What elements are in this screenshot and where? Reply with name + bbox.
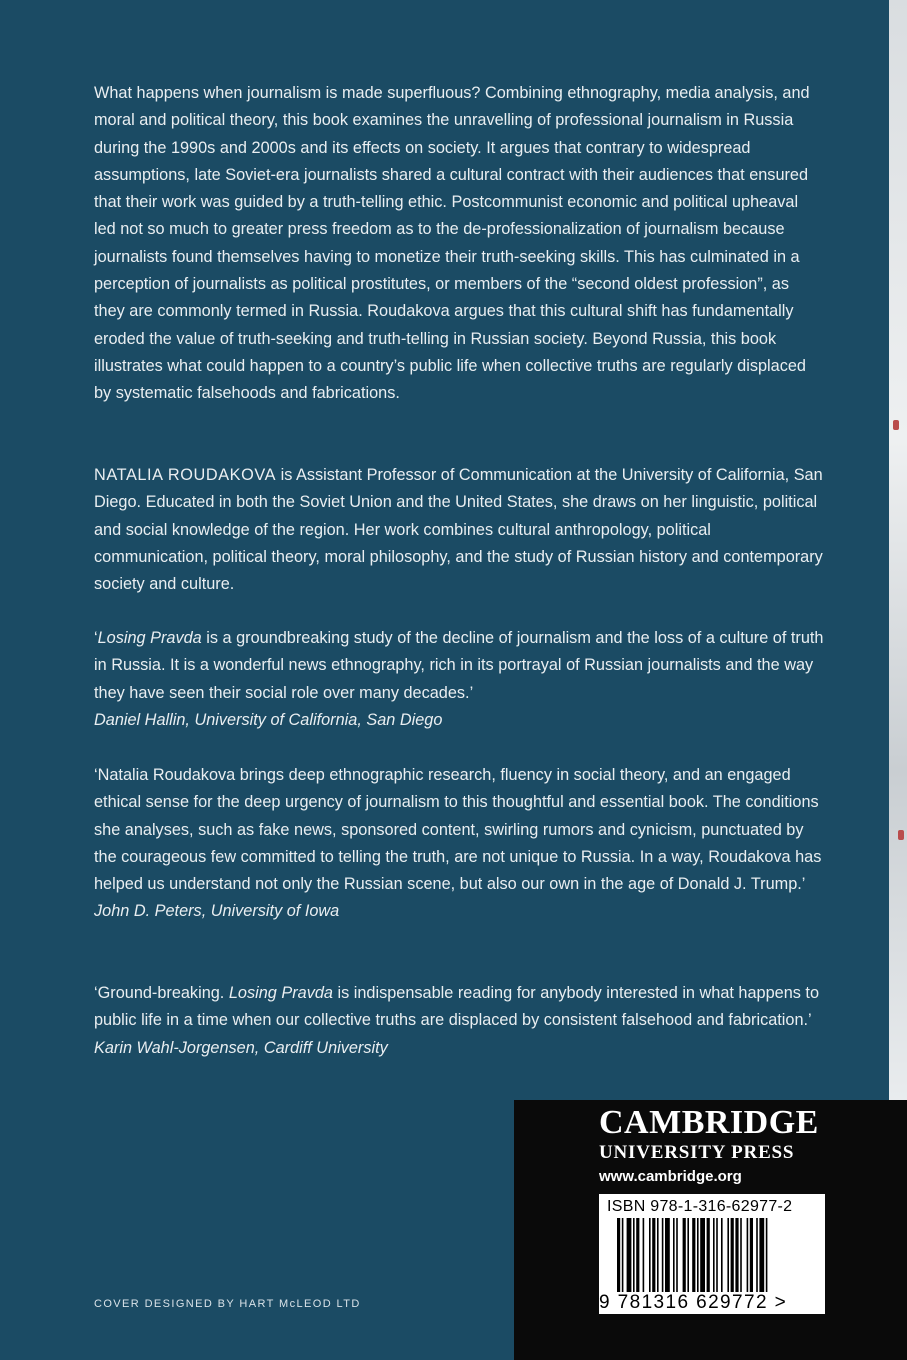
description-text: What happens when journalism is made superfluous? Combining ethnography, media analysis, and moral and political theory, this book examines the unravelling of professional journalism in Russia during the 1990s and 2000s and its effects on society. It argues that contrary to widespread assumptions, late Soviet-era journalists shared a cultural contract with their audiences that ensured that their work was guided by a truth-telling ethic. Postcommunist economic and political upheaval led not so much to greater press freedom as to the de-professionalization of journalism because journalists found themselves having to monetize their truth-seeking skills. This has culminated in a perception of journalists as political prostitutes, or members of the “second oldest profession”, as they are commonly termed in Russia. Roudakova argues that this cultural shift has fundamentally eroded the value of truth-seeking and truth-telling in Russian society. Beyond Russia, this book illustrates what could happen to a country’s public life when collective truths are regularly displaced by systematic falsehoods and fabrications. (94, 84, 810, 403)
barcode-bar (673, 1218, 675, 1292)
barcode-bar (627, 1218, 632, 1292)
author-bio-text: is Assistant Professor of Communication at the University of California, San Diego. Educated in both the Soviet Union and the United States, she draws on her linguistic, political and social knowledge of the region. Her work combines cultural anthropology, political communication, political theory, moral philosophy, and the study of Russian history and contemporary society and culture. (94, 466, 823, 594)
barcode-bar (716, 1218, 718, 1292)
barcode-bar (740, 1218, 742, 1292)
barcode-bar (735, 1218, 738, 1292)
isbn-label: ISBN 978-1-316-62977-2 (607, 1198, 793, 1215)
barcode-bar (707, 1218, 710, 1292)
review-quote (94, 980, 824, 1062)
quote-body: is indispensable reading for anybody interested in what happens to public life in a time when our collective truths are displaced by consistent falsehood and fabrication.’ (94, 984, 819, 1030)
review-quote (94, 625, 824, 734)
barcode-bar (617, 1218, 620, 1292)
barcode-bar (687, 1218, 689, 1292)
barcode-bar (692, 1218, 695, 1292)
barcode-bar (652, 1218, 655, 1292)
barcode-bar (676, 1218, 678, 1292)
barcode-bar (700, 1218, 705, 1292)
barcode-bars (617, 1218, 813, 1292)
publisher-box (514, 1100, 907, 1360)
barcode-bar (683, 1218, 686, 1292)
quote-text (94, 980, 824, 1035)
photo-detail (893, 420, 899, 430)
barcode-bar (697, 1218, 699, 1292)
barcode-bar (727, 1218, 729, 1292)
barcode-bar (759, 1218, 764, 1292)
barcode-bar (731, 1218, 734, 1292)
quote-open: ‘Ground-breaking. (94, 984, 229, 1002)
barcode-bar (662, 1218, 664, 1292)
quote-attribution: Daniel Hallin, University of California, San Diego (94, 710, 443, 729)
isbn-barcode (599, 1194, 825, 1314)
cover-credit: COVER DESIGNED BY HART McLEOD LTD (94, 1298, 361, 1310)
barcode-bar (721, 1218, 723, 1292)
quote-attribution: Karin Wahl-Jorgensen, Cardiff University (94, 1038, 388, 1057)
photo-detail (898, 830, 904, 840)
quote-open: ‘ (94, 629, 98, 647)
barcode-bar (713, 1218, 715, 1292)
barcode-bar (750, 1218, 753, 1292)
barcode-bar (643, 1218, 645, 1292)
publisher-subtitle: UNIVERSITY PRESS (599, 1142, 795, 1163)
quote-text: ‘Natalia Roudakova brings deep ethnographic research, fluency in social theory, and an engaged ethical sense for the deep urgency of journalism to this thoughtful and essential book. The conditions she analyses, such as fake news, sponsored content, swirling rumors and cynicism, punctuated by the courageous few committed to telling the truth, are not unique to Russia. In a way, Roudakova has helped us understand not only the Russian scene, but also our own in the age of Donald J. Trump.’ (94, 766, 822, 894)
quote-text (94, 625, 824, 707)
barcode-bar (649, 1218, 651, 1292)
review-quote (94, 762, 824, 926)
barcode-bar (766, 1218, 768, 1292)
book-title: Losing Pravda (97, 629, 202, 647)
publisher-url: www.cambridge.org (599, 1168, 742, 1185)
author-bio (94, 462, 824, 598)
barcode-digits: 9 781316 629772 > (599, 1292, 788, 1313)
barcode-bar (665, 1218, 670, 1292)
barcode-bar (622, 1218, 624, 1292)
barcode-bar (636, 1218, 639, 1292)
front-cover-edge-photo (889, 0, 907, 1100)
barcode-bar (756, 1218, 758, 1292)
barcode-bar (657, 1218, 659, 1292)
book-title: Losing Pravda (228, 984, 333, 1002)
author-name: NATALIA ROUDAKOVA (94, 466, 277, 484)
author-bio-paragraph (94, 462, 824, 598)
barcode-bar (633, 1218, 635, 1292)
publisher-logo: CAMBRIDGE (599, 1104, 819, 1141)
quote-body: is a groundbreaking study of the decline of journalism and the loss of a culture of truth in Russia. It is a wonderful news ethnography, rich in its portrayal of Russian journalists and the way they have seen their social role over many decades.’ (94, 629, 824, 702)
book-description (94, 80, 824, 408)
barcode-bar (747, 1218, 749, 1292)
quote-attribution: John D. Peters, University of Iowa (94, 902, 340, 921)
